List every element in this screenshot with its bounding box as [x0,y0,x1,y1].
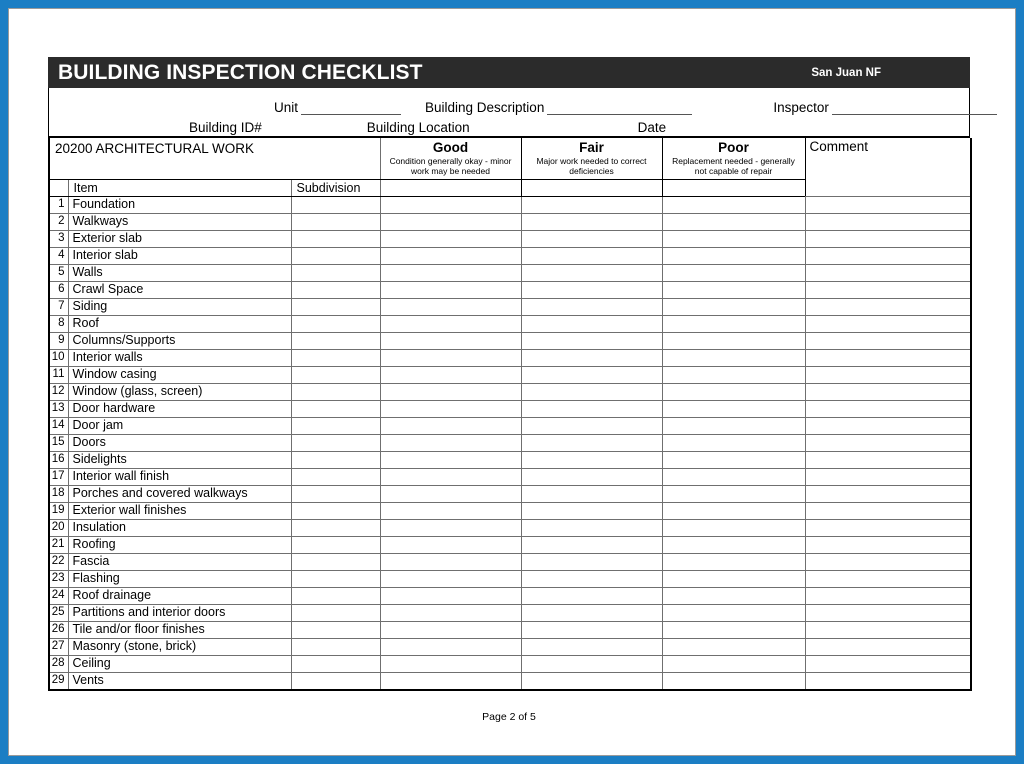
row-item-name-cell: Foundation [68,197,291,214]
inspection-form-sheet [48,57,970,723]
row-good-checkbox-cell[interactable] [380,469,521,486]
rating-desc-fair: Major work needed to correct deficiencies [536,156,647,176]
row-subdivision-cell[interactable] [291,197,380,214]
row-comment-cell[interactable] [805,435,971,452]
row-number-cell: 24 [49,588,68,605]
row-comment-cell[interactable] [805,384,971,401]
row-item-name-cell: Vents [68,673,291,691]
row-number-cell: 7 [49,299,68,316]
row-poor-checkbox-cell[interactable] [662,333,805,350]
row-poor-checkbox-cell[interactable] [662,418,805,435]
row-number-cell: 28 [49,656,68,673]
building-location-label: Building Location [366,120,470,135]
row-poor-checkbox-cell[interactable] [662,554,805,571]
row-good-checkbox-cell[interactable] [380,622,521,639]
row-comment-cell[interactable] [805,418,971,435]
row-poor-checkbox-cell[interactable] [662,265,805,282]
row-good-checkbox-cell[interactable] [380,554,521,571]
row-subdivision-cell[interactable] [291,452,380,469]
table-row [49,639,971,656]
row-fair-checkbox-cell[interactable] [521,333,662,350]
table-row [49,537,971,554]
table-row [49,673,971,691]
row-good-checkbox-cell[interactable] [380,673,521,691]
row-good-checkbox-cell[interactable] [380,333,521,350]
inspector-field[interactable] [773,100,997,115]
row-item-name-cell: Exterior wall finishes [68,503,291,520]
row-poor-checkbox-cell[interactable] [662,486,805,503]
table-row [49,656,971,673]
row-fair-checkbox-cell[interactable] [521,435,662,452]
row-good-checkbox-cell[interactable] [380,214,521,231]
row-poor-checkbox-cell[interactable] [662,401,805,418]
row-poor-checkbox-cell[interactable] [662,282,805,299]
row-item-name-cell: Interior wall finish [68,469,291,486]
page-frame [8,8,1016,756]
row-number-cell: 25 [49,605,68,622]
good-column-header-spacer [380,180,521,197]
row-comment-cell[interactable] [805,486,971,503]
row-fair-checkbox-cell[interactable] [521,520,662,537]
row-fair-checkbox-cell[interactable] [521,656,662,673]
row-poor-checkbox-cell[interactable] [662,197,805,214]
row-subdivision-cell[interactable] [291,537,380,554]
row-poor-checkbox-cell[interactable] [662,639,805,656]
row-fair-checkbox-cell[interactable] [521,248,662,265]
row-comment-cell[interactable] [805,571,971,588]
table-row [49,435,971,452]
date-field[interactable] [638,120,667,135]
row-poor-checkbox-cell[interactable] [662,605,805,622]
row-item-name-cell: Door jam [68,418,291,435]
row-poor-checkbox-cell[interactable] [662,214,805,231]
row-comment-cell[interactable] [805,265,971,282]
row-subdivision-cell[interactable] [291,622,380,639]
row-good-checkbox-cell[interactable] [380,316,521,333]
table-row [49,452,971,469]
table-row [49,520,971,537]
table-row [49,282,971,299]
row-fair-checkbox-cell[interactable] [521,265,662,282]
row-subdivision-cell[interactable] [291,554,380,571]
row-item-name-cell: Masonry (stone, brick) [68,639,291,656]
rating-header-fair [521,138,662,180]
row-fair-checkbox-cell[interactable] [521,588,662,605]
row-poor-checkbox-cell[interactable] [662,537,805,554]
form-header-row-2 [49,115,969,136]
table-row [49,571,971,588]
row-comment-cell[interactable] [805,588,971,605]
row-poor-checkbox-cell[interactable] [662,571,805,588]
unit-label: Unit [274,100,299,115]
row-subdivision-cell[interactable] [291,367,380,384]
table-row [49,367,971,384]
row-good-checkbox-cell[interactable] [380,197,521,214]
row-subdivision-cell[interactable] [291,350,380,367]
row-item-name-cell: Porches and covered walkways [68,486,291,503]
row-poor-checkbox-cell[interactable] [662,248,805,265]
row-poor-checkbox-cell[interactable] [662,350,805,367]
row-fair-checkbox-cell[interactable] [521,231,662,248]
table-row [49,418,971,435]
form-header-row-1 [49,88,969,115]
unit-input[interactable] [301,100,401,115]
row-item-name-cell: Walls [68,265,291,282]
row-subdivision-cell[interactable] [291,248,380,265]
row-item-name-cell: Crawl Space [68,282,291,299]
row-good-checkbox-cell[interactable] [380,537,521,554]
fair-column-header-spacer [521,180,662,197]
table-row [49,605,971,622]
row-comment-cell[interactable] [805,622,971,639]
row-fair-checkbox-cell[interactable] [521,622,662,639]
table-row [49,588,971,605]
subdivision-column-header: Subdivision [291,180,380,197]
date-label: Date [637,120,667,135]
row-number-cell: 19 [49,503,68,520]
row-comment-cell[interactable] [805,367,971,384]
row-comment-cell[interactable] [805,452,971,469]
row-subdivision-cell[interactable] [291,588,380,605]
unit-name-label: San Juan NF [811,66,881,79]
row-subdivision-cell[interactable] [291,435,380,452]
row-fair-checkbox-cell[interactable] [521,469,662,486]
row-good-checkbox-cell[interactable] [380,299,521,316]
table-row [49,333,971,350]
row-subdivision-cell[interactable] [291,486,380,503]
row-comment-cell[interactable] [805,673,971,691]
building-id-field[interactable] [189,120,262,135]
table-row [49,316,971,333]
row-number-cell: 10 [49,350,68,367]
row-good-checkbox-cell[interactable] [380,401,521,418]
row-item-name-cell: Tile and/or floor finishes [68,622,291,639]
row-good-checkbox-cell[interactable] [380,282,521,299]
row-subdivision-cell[interactable] [291,520,380,537]
row-item-name-cell: Walkways [68,214,291,231]
row-comment-cell[interactable] [805,503,971,520]
row-fair-checkbox-cell[interactable] [521,316,662,333]
row-fair-checkbox-cell[interactable] [521,418,662,435]
row-comment-cell[interactable] [805,656,971,673]
row-item-name-cell: Columns/Supports [68,333,291,350]
row-good-checkbox-cell[interactable] [380,418,521,435]
row-number-cell: 15 [49,435,68,452]
row-number-cell: 16 [49,452,68,469]
row-fair-checkbox-cell[interactable] [521,537,662,554]
unit-field[interactable] [274,100,401,115]
row-item-name-cell: Fascia [68,554,291,571]
row-comment-cell[interactable] [805,350,971,367]
row-comment-cell[interactable] [805,231,971,248]
form-header-block [48,88,970,138]
table-row [49,197,971,214]
row-fair-checkbox-cell[interactable] [521,452,662,469]
row-good-checkbox-cell[interactable] [380,231,521,248]
row-fair-checkbox-cell[interactable] [521,282,662,299]
row-fair-checkbox-cell[interactable] [521,384,662,401]
row-subdivision-cell[interactable] [291,503,380,520]
building-id-label: Building ID# [189,120,262,135]
row-poor-checkbox-cell[interactable] [662,503,805,520]
row-good-checkbox-cell[interactable] [380,384,521,401]
building-description-field[interactable] [425,100,692,115]
building-description-input[interactable] [547,100,692,115]
row-number-cell: 27 [49,639,68,656]
row-fair-checkbox-cell[interactable] [521,401,662,418]
row-comment-cell[interactable] [805,469,971,486]
row-number-cell: 20 [49,520,68,537]
row-number-cell: 14 [49,418,68,435]
row-number-cell: 12 [49,384,68,401]
table-row [49,350,971,367]
page-footer: Page 2 of 5 [482,711,536,723]
table-body [49,197,971,691]
table-row [49,401,971,418]
table-row [49,554,971,571]
row-subdivision-cell[interactable] [291,469,380,486]
row-poor-checkbox-cell[interactable] [662,384,805,401]
row-item-name-cell: Exterior slab [68,231,291,248]
row-number-cell: 3 [49,231,68,248]
row-poor-checkbox-cell[interactable] [662,452,805,469]
row-subdivision-cell[interactable] [291,401,380,418]
row-subdivision-cell[interactable] [291,214,380,231]
item-column-header: Item [68,180,291,197]
inspector-label: Inspector [773,100,829,115]
row-number-cell: 5 [49,265,68,282]
row-good-checkbox-cell[interactable] [380,350,521,367]
row-good-checkbox-cell[interactable] [380,248,521,265]
row-good-checkbox-cell[interactable] [380,605,521,622]
form-title-bar [48,57,970,88]
row-item-name-cell: Doors [68,435,291,452]
row-good-checkbox-cell[interactable] [380,367,521,384]
row-good-checkbox-cell[interactable] [380,520,521,537]
row-subdivision-cell[interactable] [291,639,380,656]
row-item-name-cell: Sidelights [68,452,291,469]
row-good-checkbox-cell[interactable] [380,452,521,469]
row-good-checkbox-cell[interactable] [380,639,521,656]
rating-desc-good: Condition generally okay - minor work may be needed [389,156,512,176]
row-good-checkbox-cell[interactable] [380,265,521,282]
row-comment-cell[interactable] [805,639,971,656]
row-good-checkbox-cell[interactable] [380,571,521,588]
row-fair-checkbox-cell[interactable] [521,503,662,520]
row-subdivision-cell[interactable] [291,605,380,622]
row-item-name-cell: Window casing [68,367,291,384]
table-row [49,384,971,401]
row-number-cell: 26 [49,622,68,639]
row-poor-checkbox-cell[interactable] [662,299,805,316]
row-comment-cell[interactable] [805,401,971,418]
row-good-checkbox-cell[interactable] [380,435,521,452]
row-subdivision-cell[interactable] [291,231,380,248]
row-number-cell: 4 [49,248,68,265]
rating-header-good [380,138,521,180]
row-subdivision-cell[interactable] [291,656,380,673]
table-row [49,503,971,520]
row-item-name-cell: Insulation [68,520,291,537]
row-poor-checkbox-cell[interactable] [662,588,805,605]
row-poor-checkbox-cell[interactable] [662,520,805,537]
row-item-name-cell: Interior slab [68,248,291,265]
row-comment-cell[interactable] [805,537,971,554]
row-fair-checkbox-cell[interactable] [521,299,662,316]
row-fair-checkbox-cell[interactable] [521,673,662,691]
row-good-checkbox-cell[interactable] [380,503,521,520]
row-comment-cell[interactable] [805,520,971,537]
rating-title-good: Good [432,140,469,155]
row-comment-cell[interactable] [805,605,971,622]
row-item-name-cell: Ceiling [68,656,291,673]
table-row [49,622,971,639]
table-row [49,231,971,248]
table-row [49,486,971,503]
building-description-label: Building Description [425,100,545,115]
row-number-cell: 8 [49,316,68,333]
row-comment-cell[interactable] [805,248,971,265]
row-good-checkbox-cell[interactable] [380,656,521,673]
row-number-cell: 23 [49,571,68,588]
section-header-row [49,138,971,180]
row-number-cell: 18 [49,486,68,503]
row-subdivision-cell[interactable] [291,265,380,282]
row-subdivision-cell[interactable] [291,384,380,401]
rating-desc-poor: Replacement needed - generally not capable of repair [672,156,795,176]
row-comment-cell[interactable] [805,214,971,231]
row-poor-checkbox-cell[interactable] [662,367,805,384]
page-title: BUILDING INSPECTION CHECKLIST [58,60,423,84]
inspection-checklist-table [48,138,972,691]
row-comment-cell[interactable] [805,299,971,316]
row-item-name-cell: Roofing [68,537,291,554]
row-poor-checkbox-cell[interactable] [662,469,805,486]
row-number-cell: 13 [49,401,68,418]
row-item-name-cell: Roof drainage [68,588,291,605]
row-number-cell: 29 [49,673,68,691]
row-subdivision-cell[interactable] [291,571,380,588]
row-number-cell: 22 [49,554,68,571]
row-fair-checkbox-cell[interactable] [521,486,662,503]
row-subdivision-cell[interactable] [291,418,380,435]
rating-header-poor [662,138,805,180]
row-comment-cell[interactable] [805,282,971,299]
row-item-name-cell: Interior walls [68,350,291,367]
row-fair-checkbox-cell[interactable] [521,197,662,214]
row-subdivision-cell[interactable] [291,333,380,350]
row-fair-checkbox-cell[interactable] [521,350,662,367]
row-fair-checkbox-cell[interactable] [521,554,662,571]
row-subdivision-cell[interactable] [291,282,380,299]
row-number-cell: 9 [49,333,68,350]
table-header [49,138,971,197]
row-poor-checkbox-cell[interactable] [662,316,805,333]
row-number-cell: 11 [49,367,68,384]
row-number-cell: 21 [49,537,68,554]
row-good-checkbox-cell[interactable] [380,588,521,605]
number-column-header [49,180,68,197]
row-item-name-cell: Roof [68,316,291,333]
row-subdivision-cell[interactable] [291,299,380,316]
rating-title-poor: Poor [718,140,749,155]
row-subdivision-cell[interactable] [291,673,380,691]
poor-column-header-spacer [662,180,805,197]
building-location-field[interactable] [367,120,470,135]
row-number-cell: 2 [49,214,68,231]
row-fair-checkbox-cell[interactable] [521,639,662,656]
row-item-name-cell: Door hardware [68,401,291,418]
row-poor-checkbox-cell[interactable] [662,656,805,673]
row-comment-cell[interactable] [805,316,971,333]
row-item-name-cell: Window (glass, screen) [68,384,291,401]
section-title-cell: 20200 ARCHITECTURAL WORK [49,138,380,180]
table-row [49,469,971,486]
row-comment-cell[interactable] [805,197,971,214]
table-row [49,214,971,231]
row-fair-checkbox-cell[interactable] [521,605,662,622]
table-row [49,248,971,265]
rating-title-fair: Fair [579,140,604,155]
row-good-checkbox-cell[interactable] [380,486,521,503]
row-poor-checkbox-cell[interactable] [662,435,805,452]
row-comment-cell[interactable] [805,554,971,571]
row-item-name-cell: Siding [68,299,291,316]
row-poor-checkbox-cell[interactable] [662,673,805,691]
row-fair-checkbox-cell[interactable] [521,367,662,384]
row-comment-cell[interactable] [805,333,971,350]
row-subdivision-cell[interactable] [291,316,380,333]
row-number-cell: 17 [49,469,68,486]
row-poor-checkbox-cell[interactable] [662,231,805,248]
table-row [49,265,971,282]
table-row [49,299,971,316]
row-item-name-cell: Flashing [68,571,291,588]
row-poor-checkbox-cell[interactable] [662,622,805,639]
row-fair-checkbox-cell[interactable] [521,214,662,231]
row-fair-checkbox-cell[interactable] [521,571,662,588]
row-item-name-cell: Partitions and interior doors [68,605,291,622]
row-number-cell: 6 [49,282,68,299]
row-number-cell: 1 [49,197,68,214]
comment-column-header: Comment [805,138,971,197]
inspector-input[interactable] [832,100,997,115]
